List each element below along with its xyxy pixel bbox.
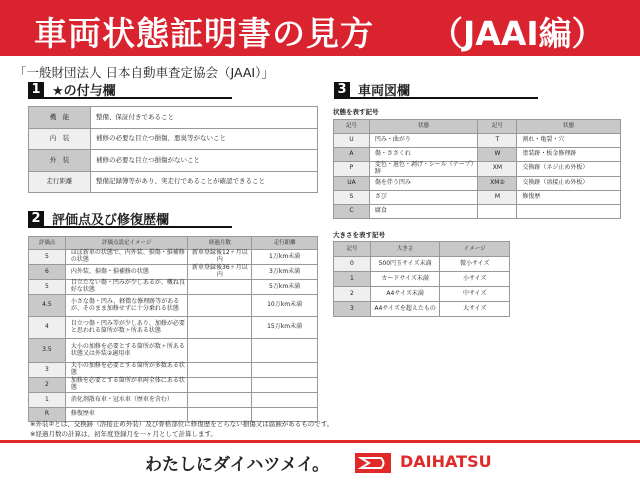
table-cell: イメージ <box>440 242 510 257</box>
table-cell: ほぼ新車の状態で、内外装、損傷・損補修の状態 <box>65 250 188 265</box>
table-cell: 3.5 <box>29 339 66 363</box>
table-cell: 5万km未満 <box>252 280 318 295</box>
table-cell: M <box>478 190 517 204</box>
table-cell: R <box>29 408 66 422</box>
section-title: 車両図欄 <box>358 84 411 99</box>
table-cell: XM <box>478 162 517 177</box>
table-row <box>334 162 621 177</box>
slogan-logo: わたしにダイハツメイ。 <box>145 455 330 475</box>
table-cell: 交換跡（溶接止め外板） <box>517 176 621 190</box>
table-cell: 補修の必要な目立つ損傷、悪臭等がないこと <box>91 128 318 150</box>
table-row <box>334 242 510 257</box>
table-row <box>29 317 318 339</box>
table-cell: 10万km未満 <box>252 295 318 317</box>
table-row <box>334 272 510 287</box>
table-cell: 500円玉サイズ未満 <box>370 257 440 272</box>
table-cell: C <box>334 204 370 218</box>
brand-name: DAIHATSU <box>400 452 492 471</box>
table-cell: 内 装 <box>29 128 91 150</box>
table-cell <box>188 363 252 378</box>
table-cell: T <box>478 134 517 148</box>
table-cell: 経過月数 <box>188 237 252 250</box>
table-row <box>29 265 318 280</box>
table-cell: 整備記録簿等があり、実走行であることが確認できること <box>91 171 318 193</box>
table-cell: 3万km未満 <box>252 265 318 280</box>
state-symbol-table <box>333 119 621 219</box>
table-cell: 記号 <box>478 120 517 134</box>
table-cell: 1 <box>334 272 371 287</box>
table-cell: 3 <box>334 302 371 317</box>
table-row <box>29 107 318 129</box>
table-cell: 整備、保証付きであること <box>91 107 318 129</box>
table-cell: 大小の加修を必要とする箇所が多数ある状態 <box>65 363 188 378</box>
table-cell: 状態 <box>369 120 478 134</box>
table-cell: 小サイズ <box>440 272 510 287</box>
table-row <box>29 128 318 150</box>
table-row <box>29 280 318 295</box>
section1-heading <box>28 82 232 99</box>
table-row <box>334 257 510 272</box>
table-cell: 補修の必要な目立つ損傷がないこと <box>91 150 318 172</box>
table-cell <box>188 295 252 317</box>
table-row <box>29 378 318 393</box>
table-cell: 内外装、損傷・損補修の状態 <box>65 265 188 280</box>
table-cell: 5 <box>29 250 66 265</box>
table-row <box>29 150 318 172</box>
table-row <box>334 134 621 148</box>
page-subtitle: （JAAI編） <box>430 14 605 53</box>
table-cell: 記号 <box>334 242 371 257</box>
divider <box>0 440 640 443</box>
table-cell: A4サイズを超えたもの <box>370 302 440 317</box>
table-cell <box>188 339 252 363</box>
table-cell: 傷・ささくれ <box>369 148 478 162</box>
table-cell: 修復歴 <box>517 190 621 204</box>
table-cell: 割れ・亀裂・穴 <box>517 134 621 148</box>
table-cell: 外 装 <box>29 150 91 172</box>
table-row <box>29 295 318 317</box>
table-cell <box>252 378 318 393</box>
table-cell: W <box>478 148 517 162</box>
table-cell: XM② <box>478 176 517 190</box>
footnote: ※外装②とは、交換跡（溶接止め外装）及び骨格部位に修復歴をとらない損傷又は腐蝕があるものです。 <box>30 420 334 428</box>
table-cell: 中サイズ <box>440 287 510 302</box>
table-row <box>334 287 510 302</box>
table-cell <box>252 393 318 408</box>
table-row <box>29 339 318 363</box>
section-number: 1 <box>28 82 44 98</box>
table-cell: 5 <box>29 280 66 295</box>
table-cell: 状態 <box>517 120 621 134</box>
star-table <box>28 106 318 193</box>
table-cell: 15万km未満 <box>252 317 318 339</box>
size-symbol-label: 大きさを表す記号 <box>333 231 385 239</box>
table-cell: 走行距離 <box>252 237 318 250</box>
table-cell: 1 <box>29 393 66 408</box>
table-cell: 傷を伴う凹み <box>369 176 478 190</box>
table-row <box>29 393 318 408</box>
table-row <box>334 176 621 190</box>
table-cell: 機 能 <box>29 107 91 129</box>
table-cell: 消化剤散布車・冠水車（歴車を含む） <box>65 393 188 408</box>
table-cell: 3 <box>29 363 66 378</box>
table-cell: A <box>334 148 370 162</box>
section-number: 2 <box>28 211 44 227</box>
daihatsu-logo-icon <box>355 453 391 473</box>
table-cell: 腐食 <box>369 204 478 218</box>
table-row <box>334 120 621 134</box>
table-cell <box>252 363 318 378</box>
table-cell: 目立つ傷・凹み等が少しあり、加修が必要と思われる箇所が数ヶ所ある状態 <box>65 317 188 339</box>
table-cell <box>478 204 517 218</box>
table-cell: 加修を必要とする箇所が車両全体にある状態 <box>65 378 188 393</box>
table-cell: さび <box>369 190 478 204</box>
table-cell: 大サイズ <box>440 302 510 317</box>
table-cell: 記号 <box>334 120 370 134</box>
section2-heading <box>28 211 232 228</box>
evaluation-table <box>28 236 318 422</box>
table-cell: 1万km未満 <box>252 250 318 265</box>
table-cell: 目立たない傷・凹みが少しあるが、概ね良好な状態 <box>65 280 188 295</box>
table-cell: S <box>334 190 370 204</box>
section-number: 3 <box>334 82 350 98</box>
footnote: ※経過月数の計算は、初年度登録月を一ヶ月として計算します。 <box>30 430 217 438</box>
table-cell: 小さな傷・凹み、軽微な修理跡等があるが、そのまま加修せずに十分乗れる状態 <box>65 295 188 317</box>
table-cell: 修復歴車 <box>65 408 188 422</box>
table-cell <box>517 204 621 218</box>
table-cell: 評価点 <box>29 237 66 250</box>
state-symbol-label: 状態を表す記号 <box>333 108 379 116</box>
table-cell: P <box>334 162 370 177</box>
table-cell: 凹み・曲がり <box>369 134 478 148</box>
table-row <box>334 302 510 317</box>
table-cell: 交換跡（ネジ止め外板） <box>517 162 621 177</box>
table-row <box>334 204 621 218</box>
table-cell: U <box>334 134 370 148</box>
size-symbol-table <box>333 241 510 317</box>
organization-name: 「一般財団法人 日本自動車査定協会（JAAI）」 <box>14 65 274 80</box>
table-cell: カードサイズ未満 <box>370 272 440 287</box>
table-cell: 変色・退色・剥げ・シール（テープ）跡 <box>369 162 478 177</box>
table-cell <box>188 393 252 408</box>
table-cell <box>188 378 252 393</box>
section3-heading <box>334 82 538 99</box>
table-cell <box>188 280 252 295</box>
table-cell: 新車登録後36ヶ月以内 <box>188 265 252 280</box>
table-cell: A4サイズ未満 <box>370 287 440 302</box>
table-row <box>29 237 318 250</box>
table-cell <box>188 317 252 339</box>
table-cell: 2 <box>334 287 371 302</box>
table-cell: 4.5 <box>29 295 66 317</box>
table-row <box>334 148 621 162</box>
table-cell: 評価点設定イメージ <box>65 237 188 250</box>
table-cell: 0 <box>334 257 371 272</box>
table-row <box>29 250 318 265</box>
table-cell: 6 <box>29 265 66 280</box>
section-title: 評価点及び修復歴欄 <box>52 213 170 228</box>
table-cell: 走行距離 <box>29 171 91 193</box>
table-row <box>29 171 318 193</box>
table-row <box>29 363 318 378</box>
table-cell: 塗装跡・板金修理跡 <box>517 148 621 162</box>
table-cell: 2 <box>29 378 66 393</box>
table-cell: UA <box>334 176 370 190</box>
table-cell: 微小サイズ <box>440 257 510 272</box>
table-row <box>334 190 621 204</box>
table-cell: 大小の加修を必要とする箇所が数ヶ所ある状態又は外装②適用車 <box>65 339 188 363</box>
table-cell: 大きさ <box>370 242 440 257</box>
table-cell: 新車登録後12ヶ月以内 <box>188 250 252 265</box>
table-cell: 4 <box>29 317 66 339</box>
table-cell <box>252 339 318 363</box>
section-title: ★の付与欄 <box>52 84 116 99</box>
page-title: 車両状態証明書の見方 <box>34 14 374 53</box>
